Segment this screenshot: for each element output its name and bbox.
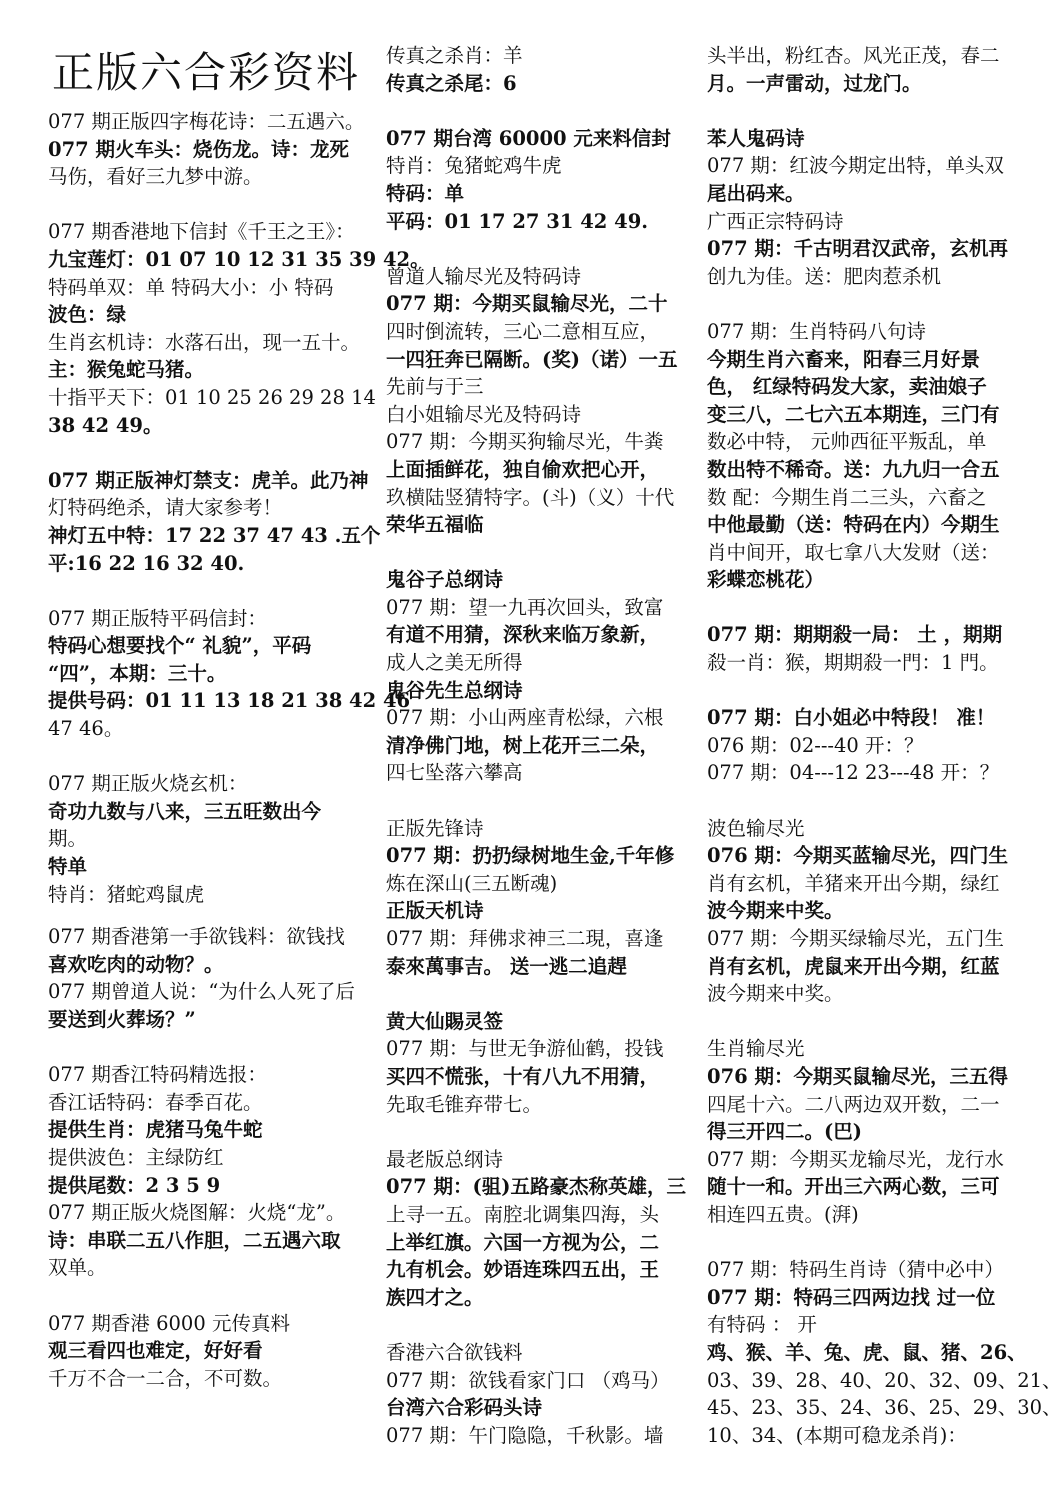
text-line: 炼在深山(三五断魂) [386, 871, 558, 895]
text-line: 相连四五贵。(湃) [707, 1202, 859, 1226]
text-line: 波今期来中奖。 [707, 982, 844, 1006]
text-line: 077 期：与世无争游仙鹤，投钱 [386, 1037, 664, 1061]
text-line: 先取毛锥弃带七。 [386, 1092, 543, 1116]
text-line: 鬼谷先生总纲诗 [386, 678, 523, 702]
text-line: 肖有玄机，羊猪来开出今期，绿红 [707, 871, 1000, 895]
text-line: 色， 红绿特码发大家，卖油娘子 [707, 375, 987, 399]
text-line: 077 期：特码三四两边找 过一位 [707, 1285, 996, 1309]
text-line: 076 期：02---40 开：？ [707, 733, 924, 757]
line-spacer [386, 1118, 694, 1146]
text-line: 077 期：小山两座青松绿，六根 [386, 706, 664, 730]
line-spacer [48, 191, 374, 219]
line-spacer [386, 97, 694, 125]
text-line: 四七坠落六攀高 [386, 761, 523, 785]
text-line: 台湾六合彩码头诗 [386, 1396, 543, 1420]
text-line: 正版先锋诗 [386, 816, 484, 840]
text-line: 上举红旗。六国一方视为公，二 [386, 1230, 660, 1254]
text-line: 传真之杀尾：6 [386, 71, 517, 95]
text-line: 肖中间开，取七拿八大发财（送： [707, 540, 1000, 564]
line-spacer [707, 290, 1033, 318]
text-line: 077 期：白小姐必中特段！ 准！ [707, 706, 996, 730]
text-line: 创九为佳。送：肥肉惹杀机 [707, 264, 942, 288]
text-line: 077 期正版火烧玄机： [48, 772, 248, 796]
text-line: 千万不合一二合，不可数。 [48, 1366, 283, 1390]
text-line: 奇功九数与八来，三五旺数出今 [48, 799, 322, 823]
text-line: 数出特不稀奇。送：九九归一合五 [707, 457, 1000, 481]
text-line: 要送到火葬场？” [48, 1008, 196, 1031]
text-line: 双单。 [48, 1256, 107, 1280]
text-line: 077 期：今期买狗输尽光，牛粪 [386, 430, 664, 454]
text-line: 077 期正版神灯禁支：虎羊。此乃神 [48, 468, 369, 492]
column-left [48, 0, 430, 1392]
text-line: 期。 [48, 827, 88, 851]
line-spacer [707, 787, 1033, 815]
line-spacer [707, 677, 1033, 705]
text-line: “四”，本期：三十。 [48, 661, 227, 685]
column-right [707, 0, 1062, 1449]
text-line: 076 期：今期买蓝输尽光，四门生 [707, 844, 1008, 868]
text-line: 中他最勤（送：特码在内）今期生 [707, 513, 1000, 537]
text-line: 077 期：欲钱看家门口 （鸡马） [386, 1368, 670, 1392]
page-title: 正版六合彩资料 [52, 48, 361, 97]
text-line: 有特码 ： 开 [707, 1313, 817, 1337]
text-line: 077 期香港地下信封《千王之王》： [48, 220, 355, 244]
text-line: 头半出，粉红杏。风光正茂，春二 [707, 44, 1000, 67]
text-line: 变三八，二七六五本期连，三门有 [707, 402, 1000, 426]
line-spacer [707, 594, 1033, 622]
text-line: 黄大仙賜灵签 [386, 1009, 504, 1033]
text-line: 观三看四也难定，好好看 [48, 1339, 263, 1363]
text-line: 成人之美无所得 [386, 651, 523, 675]
text-line: 十指平天下：01 10 25 26 29 28 14 [48, 385, 376, 409]
text-line: 077 期：今期买龙输尽光，龙行水 [707, 1147, 1004, 1171]
text-line: 香江话特码：春季百花。 [48, 1090, 263, 1114]
text-line: 特单 [48, 855, 88, 879]
text-line: 有道不用猜，深秋来临万象新， [386, 623, 660, 647]
line-spacer [386, 980, 694, 1008]
text-line: 先前与于三 [386, 375, 484, 399]
line-spacer [48, 908, 374, 923]
text-line: 平:16 22 16 32 40. [48, 551, 245, 575]
text-line: 077 期曾道人说：“为什么人死了后 [48, 980, 355, 1004]
text-line: 尾出码来。 [707, 181, 805, 205]
text-line: 077 期：望一九再次回头，致富 [386, 595, 664, 619]
column-right-text [707, 42, 1062, 1449]
line-spacer [48, 743, 374, 771]
text-line: 077 期：千古明君汉武帝，玄机再 [707, 237, 1008, 261]
text-line: 077 期正版特平码信封： [48, 606, 267, 630]
text-line: 特肖：猪蛇鸡鼠虎 [48, 882, 205, 906]
text-line: 今期生肖六畜来，阳春三月好景 [707, 347, 981, 371]
text-line: 077 期火车头：烧伤龙。诗：龙死 [48, 137, 349, 161]
text-line: 广西正宗特码诗 [707, 209, 844, 233]
text-line: 077 期：红波今期定出特，单头双 [707, 154, 1004, 178]
text-line: 077 期：特码生肖诗（猜中必中） [707, 1258, 1004, 1282]
text-line: 传真之杀肖：羊 [386, 44, 523, 67]
text-line: 上寻一五。南腔北调集四海，头 [386, 1202, 660, 1226]
text-line: 077 期：期期殺一局： 土 ，期期 [707, 623, 1003, 647]
text-line: 提供波色：主绿防红 [48, 1145, 224, 1169]
text-line: 03、39、28、40、20、32、09、21、 [707, 1368, 1062, 1392]
text-line: 077 期：拜佛求神三二現，喜逢 [386, 927, 664, 950]
line-spacer [707, 97, 1033, 125]
text-line: 077 期：生肖特码八句诗 [707, 319, 926, 343]
text-line: 077 期：今期买绿输尽光，五门生 [707, 927, 1004, 950]
text-line: 九有机会。妙语连珠四五出，王 [386, 1258, 660, 1282]
text-line: 鸡、猴、羊、兔、虎、鼠、猪、26、 [707, 1340, 1027, 1364]
text-line: 肖有玄机，虎鼠来开出今期，红蓝 [707, 954, 1000, 978]
line-spacer [707, 1008, 1033, 1036]
line-spacer [386, 539, 694, 567]
line-spacer [48, 439, 374, 467]
text-line: 上面插鲜花，独自偷欢把心开， [386, 457, 660, 481]
text-line: 荣华五福临 [386, 513, 484, 537]
text-line: 随十一和。开出三六两心数，三可 [707, 1175, 1000, 1199]
text-line: 提供尾数：2 3 5 9 [48, 1173, 221, 1197]
text-line: 马伤，看好三九梦中游。 [48, 165, 263, 189]
text-line: 鬼谷子总纲诗 [386, 568, 504, 592]
text-line: 白小姐输尽光及特码诗 [386, 402, 582, 426]
text-line: 四尾十六。二八两边双开数，二一 [707, 1092, 1000, 1116]
column-middle [386, 0, 694, 1449]
text-line: 殺一肖：猴，期期殺一門：1 門。 [707, 651, 999, 675]
text-line: 灯特码绝杀，请大家参考！ [48, 496, 283, 520]
text-line: 苯人鬼码诗 [707, 126, 805, 150]
line-spacer [386, 235, 694, 263]
text-line: 38 42 49。 [48, 413, 163, 437]
text-line: 数 配：今期生肖二三头，六畜之 [707, 485, 987, 509]
text-line: 特码单双：单 特码大小：小 特码 [48, 275, 334, 299]
text-line: 077 期台湾 60000 元来料信封 [386, 126, 671, 150]
text-line: 076 期：今期买鼠输尽光，三五得 [707, 1064, 1008, 1088]
text-line: 曾道人输尽光及特码诗 [386, 264, 582, 288]
text-line: 泰來萬事吉。 送一逃二追趕 [386, 954, 627, 978]
text-line: 特码：单 [386, 181, 465, 205]
column-middle-text [386, 42, 694, 1449]
text-line: 077 期正版火烧图解：火烧“龙”。 [48, 1201, 346, 1225]
text-line: 神灯五中特：17 22 37 47 43 .五个 [48, 523, 381, 547]
line-spacer [707, 1229, 1033, 1257]
text-line: 47 46。 [48, 717, 124, 741]
text-line: 买四不慌张，十有八九不用猜， [386, 1064, 660, 1088]
text-line: 九宝莲灯：01 07 10 12 31 35 39 42。 [48, 247, 430, 271]
column-left-text [48, 108, 430, 1392]
text-line: 生肖输尽光 [707, 1037, 805, 1061]
line-spacer [48, 1282, 374, 1310]
text-line: 077 期：04---12 23---48 开：？ [707, 761, 1000, 785]
text-line: 提供号码：01 11 13 18 21 38 42 46 [48, 689, 411, 713]
text-line: 玖横陆竖猜特字。(斗)（义）十代 [386, 485, 675, 509]
text-line: 正版天机诗 [386, 899, 484, 923]
text-line: 最老版总纲诗 [386, 1147, 504, 1171]
text-line: 特码心想要找个“ 礼貌”，平码 [48, 634, 312, 658]
text-line: 10、34、(本期可稳龙杀肖)： [707, 1423, 967, 1447]
text-line: 提供生肖：虎猪马兔牛蛇 [48, 1118, 263, 1142]
text-line: 077 期香江特码精选报： [48, 1063, 267, 1087]
text-line: 077 期：今期买鼠输尽光，二十 [386, 292, 668, 316]
line-spacer [386, 787, 694, 815]
text-line: 波色输尽光 [707, 816, 805, 840]
text-line: 077 期：午门隐隐，千秋影。墙 [386, 1423, 664, 1447]
text-line: 喜欢吃肉的动物？。 [48, 952, 224, 976]
text-line: 特肖：兔猪蛇鸡牛虎 [386, 154, 562, 178]
text-line: 四时倒流转，三心二意相互应， [386, 319, 660, 343]
text-line: 清净佛门地，树上花开三二朵， [386, 733, 660, 757]
line-spacer [48, 1034, 374, 1062]
line-spacer [386, 1311, 694, 1339]
text-line: 平码：01 17 27 31 42 49. [386, 209, 649, 233]
text-line: 彩蝶恋桃花） [707, 568, 825, 592]
text-line: 077 期香港第一手欲钱料：欲钱找 [48, 925, 345, 949]
text-line: 077 期正版四字梅花诗：二五遇六。 [48, 110, 365, 133]
text-line: 45、23、35、24、36、25、29、30、 [707, 1396, 1062, 1420]
text-line: 月。一声雷动，过龙门。 [707, 71, 922, 95]
text-line: 族四才之。 [386, 1285, 484, 1309]
text-line: 077 期香港 6000 元传真料 [48, 1311, 290, 1335]
text-line: 一四狂奔已隔断。(奖)（诺）一五 [386, 347, 678, 371]
text-line: 波色：绿 [48, 303, 127, 327]
line-spacer [48, 577, 374, 605]
text-line: 香港六合欲钱料 [386, 1340, 523, 1364]
text-line: 生肖玄机诗：水落石出，现一五十。 [48, 330, 361, 354]
text-line: 诗：串联二五八作胆，二五遇六取 [48, 1228, 341, 1252]
text-line: 077 期：(驵)五路豪杰称英雄，三 [386, 1175, 686, 1199]
text-line: 077 期：扔扔绿树地生金,千年修 [386, 844, 675, 868]
text-line: 得三开四二。(巴) [707, 1120, 862, 1144]
text-line: 数必中特， 元帅西征平叛乱，单 [707, 430, 987, 454]
text-line: 主：猴兔蛇马猪。 [48, 358, 205, 382]
text-line: 波今期来中奖。 [707, 899, 844, 923]
